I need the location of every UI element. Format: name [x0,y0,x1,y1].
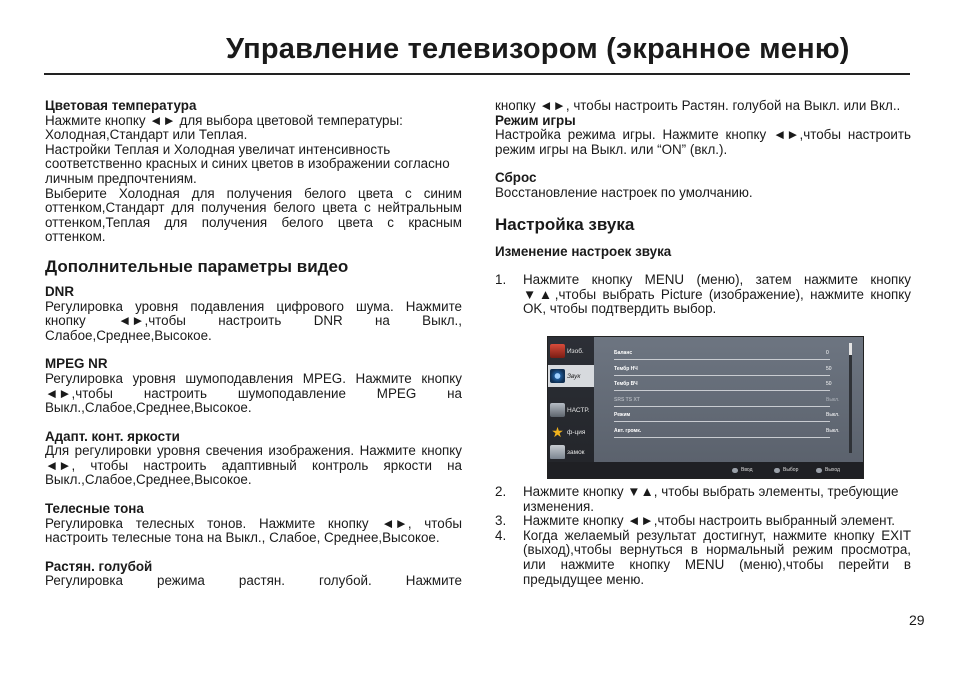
tv-menu-item-setup [550,399,594,421]
tv-row-value: Выкл. [826,397,840,403]
color-temp-p1: Нажмите кнопку ◄► для выбора цветовой температуры: Холодная,Стандарт или Теплая. [45,112,403,143]
adaptive-heading: Адапт. конт. яркости [45,428,180,444]
tv-menu-row [600,426,840,438]
page-number: 29 [909,612,925,628]
tv-hint-exit [816,467,840,473]
setup-icon [550,403,565,417]
steps-list-1 [495,273,911,317]
tv-row-key: Авт. громк. [614,428,642,434]
step-number: 1. [495,272,507,288]
mpeg-heading: MPEG NR [45,356,108,372]
tv-menu-row [600,410,840,422]
scrollbar-thumb [849,343,852,355]
reset-heading: Сброс [495,170,537,186]
tv-menu-row [600,395,840,407]
enter-key-icon [732,468,738,473]
step-number: 3. [495,513,507,529]
tv-menu-item-picture [550,340,594,362]
dnr-text: Регулировка уровня подавления цифрового шума. Нажмите кнопку ◄►,чтобы настроить DNR на Выкл., Слабое,Среднее,Высокое. [45,298,462,343]
tv-menu-item-function [550,421,594,443]
select-key-icon [774,468,780,473]
step-text: Когда желаемый результат достигнут, нажмите кнопку EXIT (выход),чтобы вернуться в нормальный режим просмотра, или нажмите кнопку MENU (меню),чтобы перейти в предыдущее меню. [523,527,911,587]
tv-row-key: Режим [614,412,631,418]
list-item [495,529,911,587]
exit-key-icon [816,468,822,473]
game-mode-heading: Режим игры [495,112,576,128]
skin-text: Регулировка телесных тонов. Нажмите кнопку ◄►, чтобы настроить телесные тона на Выкл., Слабое, Среднее,Высокое. [45,515,462,546]
tv-row-key: Баланс [614,350,633,356]
tv-hint-enter [732,467,753,473]
step-number: 2. [495,483,507,499]
left-column [45,99,462,589]
tv-menu-row [600,379,830,391]
tv-menu-sidebar [548,337,594,462]
tv-row-value: 0 [826,350,829,356]
sound-icon [550,369,565,383]
extra-video-heading: Дополнительные параметры видео [45,256,349,276]
tv-row-value: Выкл. [826,428,840,434]
blue-text-continued: кнопку ◄►, чтобы настроить Растян. голубой на Выкл. или Вкл.. [495,98,901,113]
steps-list-2 [495,485,911,587]
tv-row-value: Выкл. [826,412,840,418]
picture-icon [550,344,565,358]
tv-menu-label: Звук [567,372,581,380]
tv-menu-label: Изоб. [567,347,584,355]
tv-hint-label: Выход [825,467,840,473]
tv-menu-hint-bar [548,462,863,478]
tv-menu-label: замок [567,448,585,456]
skin-heading: Телесные тона [45,501,144,517]
tv-hint-select [774,467,798,473]
sound-subheading: Изменение настроек звука [495,243,672,259]
step-text: Нажмите кнопку ▼▲, чтобы выбрать элементы, требующие изменения. [523,483,899,514]
tv-menu-item-sound [548,365,594,387]
step-number: 4. [495,527,507,543]
lock-icon [550,445,565,459]
tv-row-key: Тембр НЧ [614,366,638,372]
title-divider [44,73,910,75]
adaptive-text: Для регулировки уровня свечения изображения. Нажмите кнопку ◄►, чтобы настроить адаптивный контроль яркости на Выкл.,Слабое,Среднее,Высокое. [45,443,462,488]
tv-hint-label: Ввод [741,467,753,473]
list-item [495,485,911,514]
tv-menu-label: ф-ция [567,428,586,436]
blue-heading: Растян. голубой [45,558,153,574]
tv-menu-item-lock [550,441,594,463]
color-temp-p3: Выберите Холодная для получения белого цвета с синим оттенком,Стандарт для получения белого цвета с нейтральным оттенком,Теплая для получения белого цвета с красным оттенком. [45,185,462,245]
tv-menu-scrollbar [849,343,852,453]
step-text: Нажмите кнопку MENU (меню), затем нажмите кнопку ▼▲,чтобы выбрать Picture (изображение), нажмите кнопку OK, чтобы подтвердить выбор. [523,272,911,317]
step-text: Нажмите кнопку ◄►,чтобы настроить выбранный элемент. [523,513,895,529]
tv-sound-menu-screenshot [547,336,864,479]
page-title: Управление телевизором (экранное меню) [226,33,850,65]
tv-menu-label: НАСТР. [567,406,590,414]
tv-menu-row [600,348,830,360]
tv-row-value: 50 [826,366,832,372]
list-item [495,273,911,317]
tv-row-key: SRS TS XT [614,397,640,403]
sound-heading: Настройка звука [495,214,635,234]
blue-text: Регулировка режима растян. голубой. Нажмите [45,573,462,589]
reset-text: Восстановление настроек по умолчанию. [495,184,753,200]
star-icon: ★ [551,424,564,440]
tv-row-key: Тембр ВЧ [614,381,638,387]
list-item [495,514,911,529]
color-temp-p2: Настройки Теплая и Холодная увеличат интенсивность соответственно красных и синих цветов в изображении согласно личным предпочтениям. [45,141,450,186]
color-temp-heading: Цветовая температура [45,98,197,113]
dnr-heading: DNR [45,283,75,299]
game-mode-text: Настройка режима игры. Нажмите кнопку ◄►,чтобы настроить режим игры на Выкл. или “ON” (вкл.). [495,127,911,157]
mpeg-text: Регулировка уровня шумоподавления MPEG. Нажмите кнопку ◄►,чтобы настроить шумоподавление MPEG на Выкл.,Слабое,Среднее,Высокое. [45,370,462,416]
tv-hint-label: Выбор [783,467,799,473]
tv-row-value: 50 [826,381,832,387]
tv-menu-row [600,364,830,376]
